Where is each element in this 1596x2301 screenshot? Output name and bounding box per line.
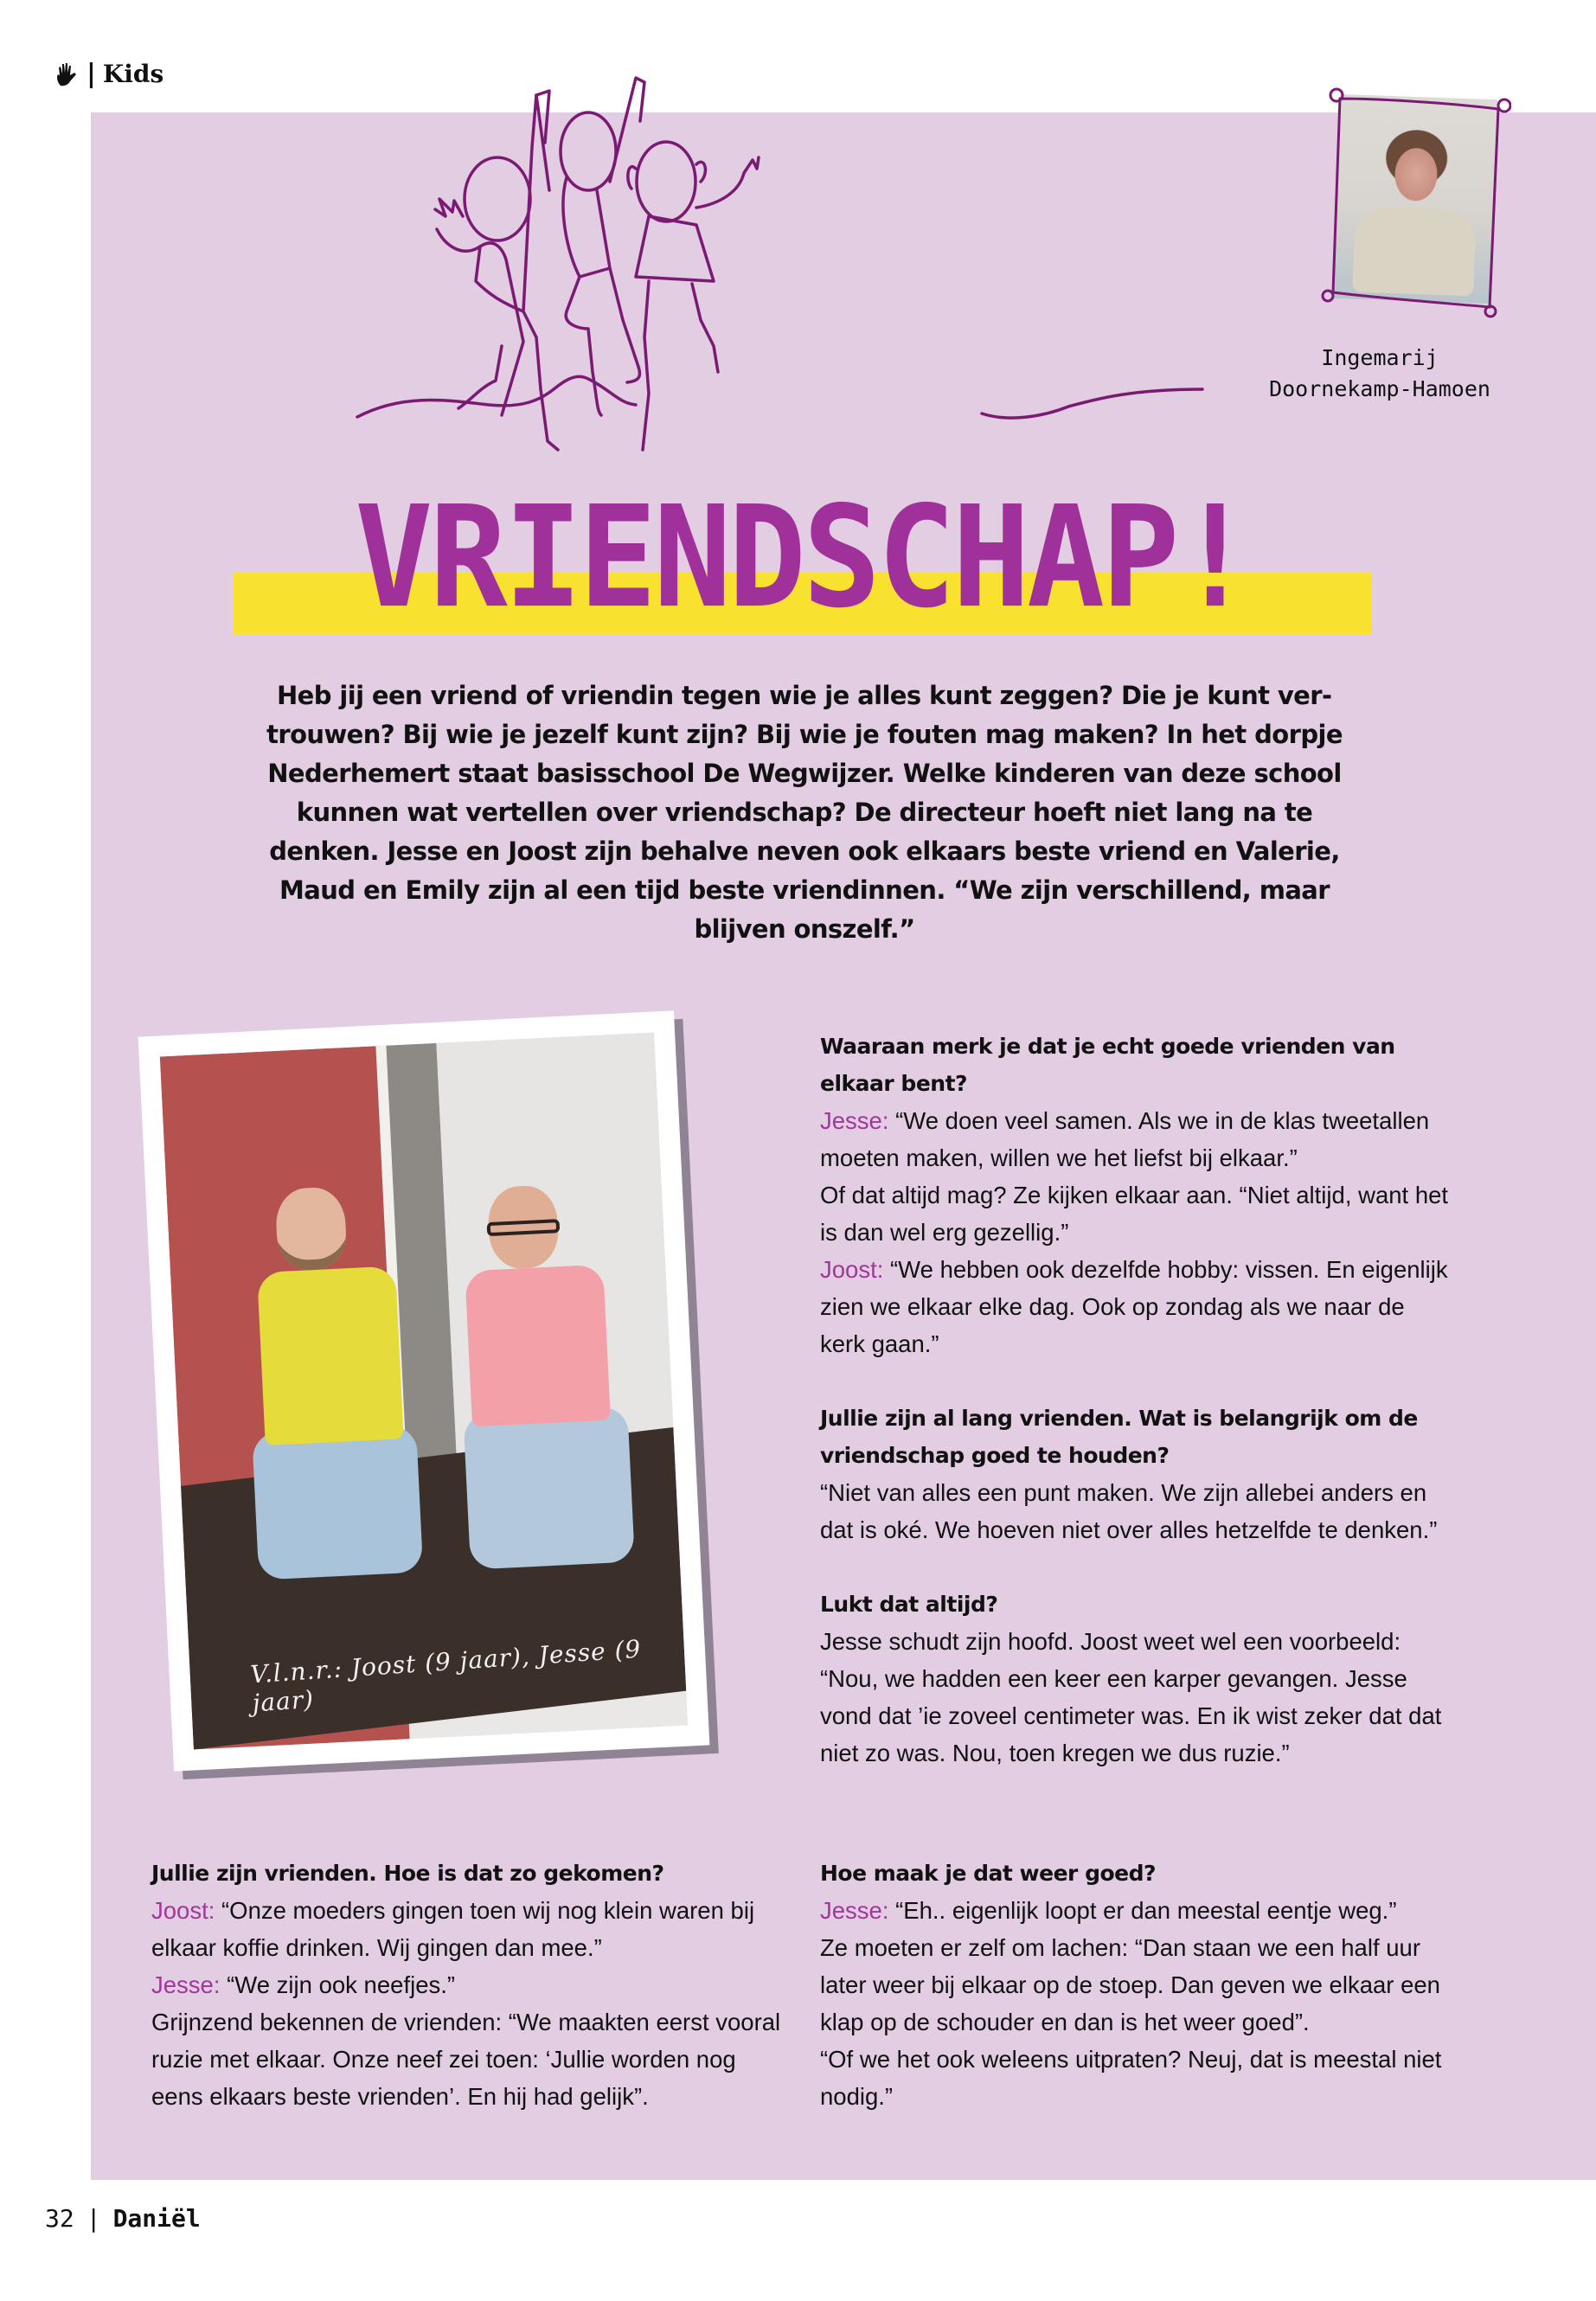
speaker-name: Jesse: — [820, 1897, 889, 1924]
section-separator: | — [87, 59, 96, 89]
doodle-frame-icon — [1321, 87, 1511, 320]
answer-text: “Eh.. eigenlijk loopt er dan meestal eentje weg.” — [888, 1897, 1397, 1924]
question: Waaraan merk je dat je echt goede vrienden van elkaar bent? — [820, 1034, 1395, 1096]
answer-text: “We doen veel samen. Als we in de klas tweetallen moeten maken, willen we het liefst bij elkaar.” — [820, 1107, 1430, 1171]
answer-text: Of dat altijd mag? Ze kijken elkaar aan. “Niet altijd, want het is dan wel erg gezellig.” — [820, 1182, 1449, 1246]
interview-column-left-bottom — [151, 1855, 783, 2152]
interview-column-right-bottom — [820, 1855, 1452, 2152]
answer-text: “Onze moeders gingen toen wij nog klein waren bij elkaar koffie drinken. Wij gingen dan mee.” — [151, 1897, 755, 1961]
answer-line — [151, 1892, 783, 1966]
qa-block — [820, 1400, 1452, 1548]
speaker-name: Jesse: — [820, 1107, 889, 1134]
author-photo — [1321, 87, 1511, 320]
answer-line — [820, 1623, 1452, 1772]
kid-joost-shirt — [257, 1266, 404, 1445]
answer-line — [820, 2041, 1452, 2115]
qa-block — [820, 1028, 1452, 1362]
answer-text: Grijnzend bekennen de vrienden: “We maakten eerst vooral ruzie met elkaar. Onze neef zei toen: ‘Jullie worden nog eens elkaars beste vrienden’. En hij had gelijk”. — [151, 2009, 781, 2110]
intro-paragraph: Heb jij een vriend of vriendin tegen wie je alles kunt zeggen? Die je kunt vertrouwen? Bij wie je jezelf kunt zijn? Bij wie je fouten mag maken? In het dorpje Nederhemert staat basisschool De Wegwijzer. Welke kinderen van deze school kunnen wat vertellen over vriendschap? De directeur hoeft niet lang na te denken. Jesse en Joost zijn behalve neven ook elkaars beste vriend en Valerie, Maud en Emily zijn al een tijd beste vriendinnen. “We zijn verschillend, maar blijven onszelf.” — [266, 681, 1343, 944]
answer-text: “Of we het ook weleens uitpraten? Neuj, dat is meestal niet nodig.” — [820, 2046, 1442, 2110]
answer-line — [820, 1176, 1452, 1251]
hand-icon — [54, 61, 80, 87]
qa-block — [820, 1586, 1452, 1772]
question: Jullie zijn al lang vrienden. Wat is belangrijk om de vriendschap goed te houden? — [820, 1406, 1418, 1468]
section-tag — [54, 59, 163, 89]
author-last-name: Doornekamp-Hamoen — [1269, 376, 1490, 401]
kid-joost-head — [274, 1186, 348, 1272]
interview-column-right-top — [820, 1028, 1452, 1809]
kid-jesse-legs — [463, 1407, 635, 1570]
question: Jullie zijn vrienden. Hoe is dat zo gekomen? — [151, 1861, 664, 1886]
page-title: VRIENDSCHAP! — [355, 477, 1251, 639]
answer-text: Jesse schudt zijn hoofd. Joost weet wel een voorbeeld: “Nou, we hadden een keer een karper gevangen. Jesse vond dat ’ie zoveel centimeter was. En ik wist zeker dat dat niet zo was. Nou, toen kregen we dus ruzie.” — [820, 1628, 1442, 1766]
footer-separator: | — [86, 2204, 101, 2233]
qa-block — [151, 1855, 783, 2115]
kid-jesse-shirt — [465, 1265, 611, 1427]
question: Hoe maak je dat weer goed? — [820, 1861, 1156, 1886]
answer-line — [820, 1251, 1452, 1362]
kids-photo-image — [160, 1033, 688, 1750]
speaker-name: Joost: — [820, 1256, 884, 1283]
question: Lukt dat altijd? — [820, 1592, 998, 1617]
magazine-name: Daniël — [112, 2204, 201, 2233]
page-number: 32 — [45, 2204, 74, 2233]
jumping-kids-illustration — [350, 61, 1207, 467]
page-footer — [45, 2204, 201, 2233]
answer-line — [820, 1474, 1452, 1548]
answer-text: Ze moeten er zelf om lachen: “Dan staan we een half uur later weer bij elkaar op de stoep. Dan geven we elkaar een klap op de schouder en dan is het weer goed”. — [820, 1934, 1440, 2035]
answer-line — [820, 1892, 1452, 1929]
answer-text: “Niet van alles een punt maken. We zijn allebei anders en dat is oké. We hoeven niet over alles hetzelfde te denken.” — [820, 1479, 1438, 1543]
answer-line — [151, 1966, 783, 2003]
answer-line — [820, 1102, 1452, 1176]
author-name — [1228, 343, 1531, 405]
speaker-name: Jesse: — [151, 1971, 221, 1998]
answer-text: “We hebben ook dezelfde hobby: vissen. En eigenlijk zien we elkaar elke dag. Ook op zondag als we naar de kerk gaan.” — [820, 1256, 1448, 1357]
author-first-name: Ingemarij — [1321, 345, 1439, 370]
answer-line — [820, 1929, 1452, 2041]
qa-block — [820, 1855, 1452, 2115]
answer-text: “We zijn ook neefjes.” — [220, 1971, 456, 1998]
section-label: Kids — [102, 60, 164, 88]
kids-photo — [138, 1010, 710, 1771]
photo-caption: V.l.n.r.: Joost (9 jaar), Jesse (9 jaar) — [249, 1634, 643, 1718]
speaker-name: Joost: — [151, 1897, 215, 1924]
answer-line — [151, 2003, 783, 2115]
kid-joost-legs — [252, 1425, 423, 1580]
